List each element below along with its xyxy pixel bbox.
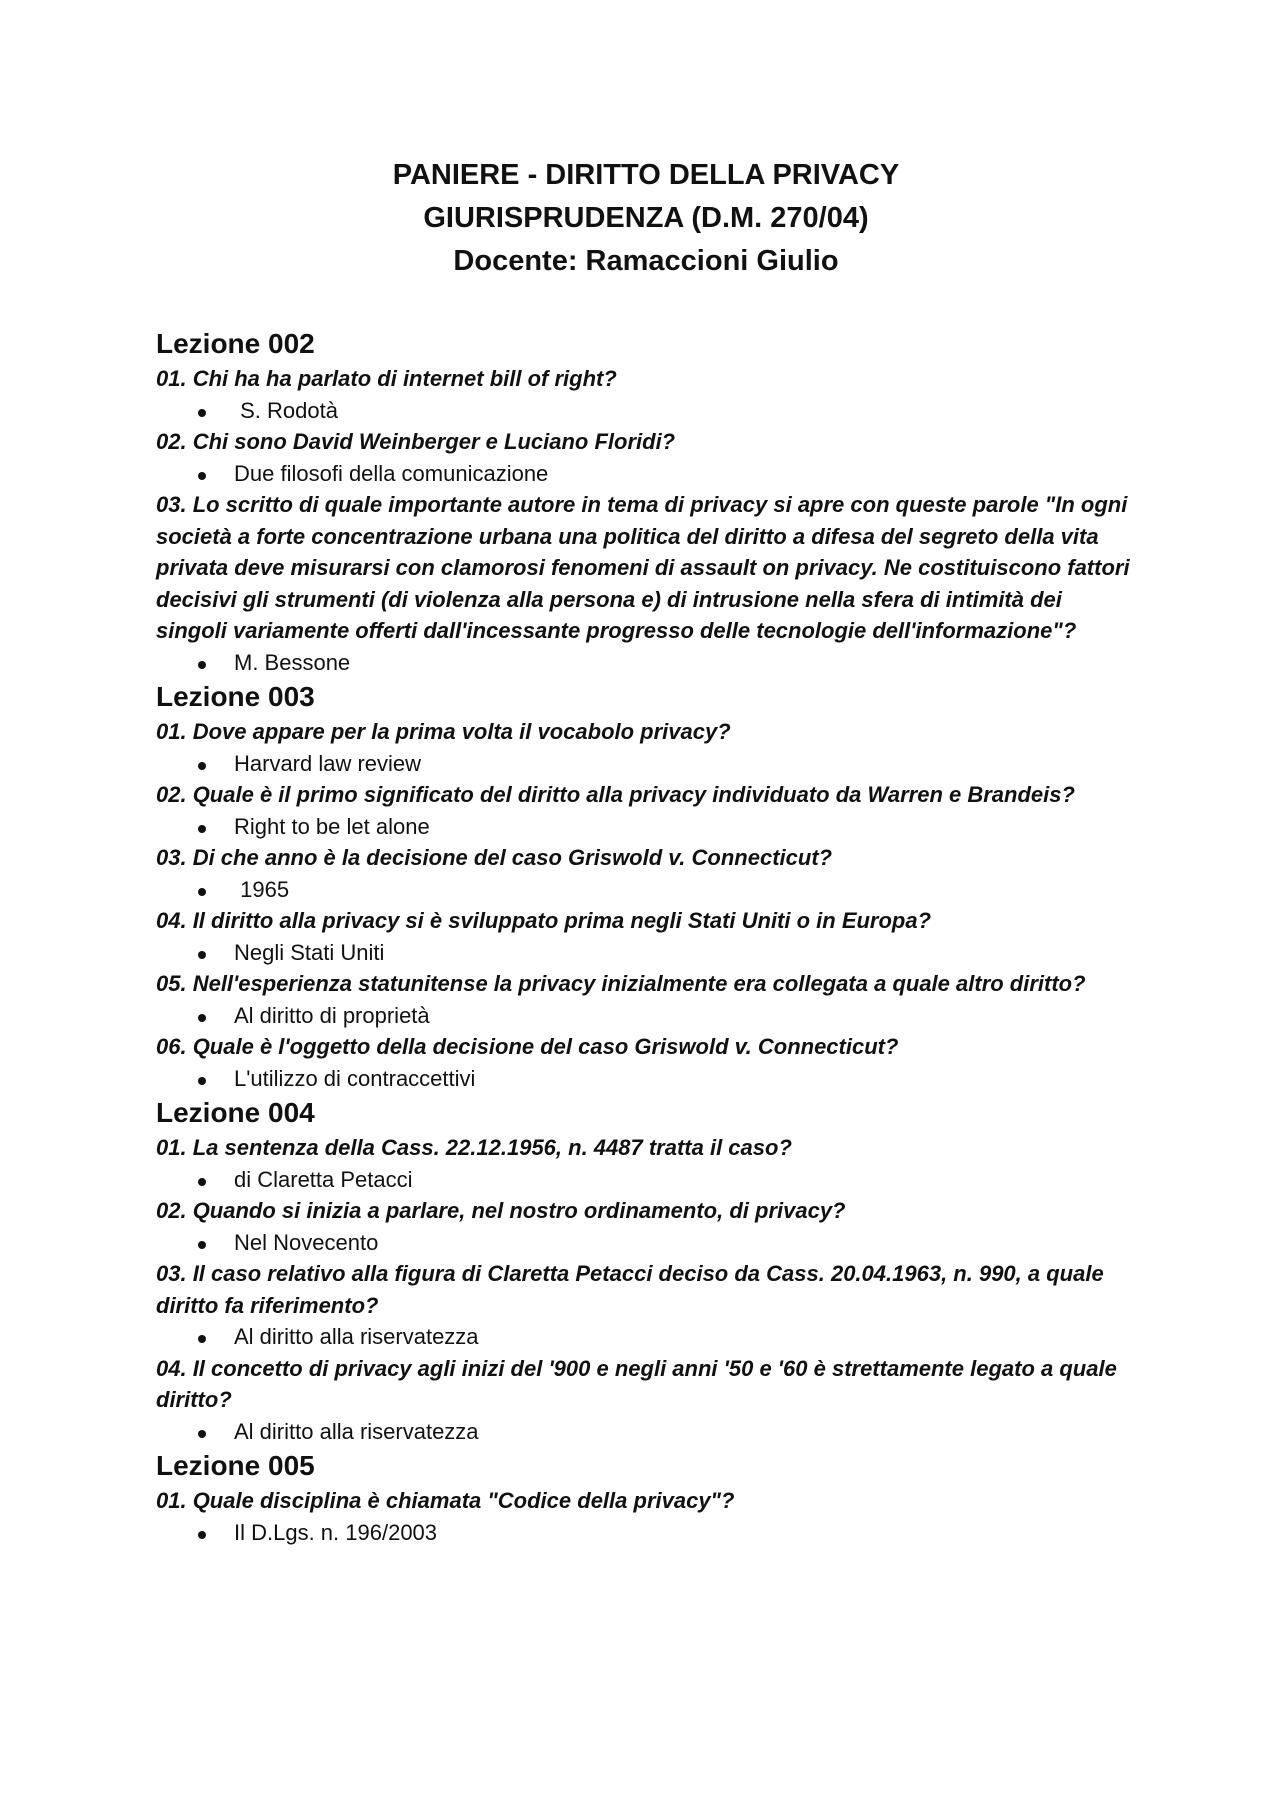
question: 05. Nell'esperienza statunitense la privacy inizialmente era collegata a quale altro diritto? [156, 971, 1086, 996]
answer-list [156, 1063, 1136, 1095]
bullet-icon [198, 1430, 206, 1438]
answer-list [156, 1517, 1136, 1549]
bullet-icon [198, 1178, 206, 1186]
answer-list [156, 1416, 1136, 1448]
answer-text: Harvard law review [234, 750, 422, 776]
lesson-title: Lezione 004 [156, 1097, 315, 1128]
answer-text: S. Rodotà [234, 397, 338, 423]
bullet-icon [198, 888, 206, 896]
answer-text: Al diritto alla riservatezza [234, 1324, 479, 1349]
answer-item [156, 1517, 1136, 1549]
lesson-title: Lezione 002 [156, 328, 315, 359]
bullet-icon [198, 409, 206, 417]
question: 01. Quale disciplina è chiamata "Codice della privacy"? [156, 1488, 735, 1513]
document-teacher: Docente: Ramaccioni Giulio [453, 245, 839, 277]
bullet-icon [198, 1077, 206, 1085]
bullet-icon [198, 661, 206, 669]
answer-list [156, 874, 1136, 906]
answer-text: Il D.Lgs. n. 196/2003 [234, 1519, 438, 1545]
answer-list [156, 937, 1136, 969]
answer-text: Nel Novecento [234, 1229, 379, 1255]
lesson-section [156, 678, 1136, 1094]
answer-text: Due filosofi della comunicazione [234, 460, 549, 486]
bullet-icon [198, 1014, 206, 1022]
question: 01. La sentenza della Cass. 22.12.1956, n. 4487 tratta il caso? [156, 1135, 792, 1160]
answer-text: Right to be let alone [234, 813, 430, 839]
bullet-icon [198, 762, 206, 770]
answer-item [156, 647, 1136, 679]
question: 02. Chi sono David Weinberger e Luciano Floridi? [156, 429, 676, 454]
answer-item [156, 937, 1136, 969]
bullet-icon [198, 1335, 206, 1343]
answer-text: Al diritto di proprietà [234, 1002, 430, 1028]
answer-item [156, 395, 1136, 427]
answer-text: M. Bessone [234, 649, 351, 675]
answer-list [156, 647, 1136, 679]
answer-item [156, 748, 1136, 780]
answer-list [156, 811, 1136, 843]
answer-item [156, 1416, 1136, 1448]
answer-item [156, 874, 1136, 906]
bullet-icon [198, 1241, 206, 1249]
lesson-title: Lezione 005 [156, 1450, 315, 1481]
document-page [156, 154, 1136, 1548]
answer-text: L'utilizzo di contraccettivi [234, 1065, 476, 1091]
bullet-icon [198, 825, 206, 833]
question: 03. Di che anno è la decisione del caso Griswold v. Connecticut? [156, 845, 833, 870]
question: 02. Quando si inizia a parlare, nel nostro ordinamento, di privacy? [156, 1198, 846, 1223]
document-title: PANIERE - DIRITTO DELLA PRIVACY [392, 159, 900, 191]
question: 06. Quale è l'oggetto della decisione del caso Griswold v. Connecticut? [156, 1034, 899, 1059]
answer-list [156, 1164, 1136, 1196]
answer-list [156, 458, 1136, 490]
answer-text: Al diritto alla riservatezza [234, 1418, 479, 1444]
lesson-title: Lezione 003 [156, 681, 315, 712]
document-header [156, 154, 1136, 283]
answer-item [156, 1227, 1136, 1259]
question: 04. Il diritto alla privacy si è sviluppato prima negli Stati Uniti o in Europa? [156, 908, 932, 933]
answer-list [156, 1000, 1136, 1032]
answer-item [156, 1000, 1136, 1032]
answer-list [156, 1321, 1136, 1353]
answer-text: Negli Stati Uniti [234, 939, 385, 965]
answer-text: di Claretta Petacci [234, 1166, 413, 1192]
question: 01. Dove appare per la prima volta il vocabolo privacy? [156, 719, 731, 744]
answer-list [156, 748, 1136, 780]
answer-item [156, 1063, 1136, 1095]
answer-text: 1965 [234, 876, 290, 902]
question: 02. Quale è il primo significato del diritto alla privacy individuato da Warren e Brandeis? [156, 782, 1075, 807]
answer-list [156, 395, 1136, 427]
question: 03. Il caso relativo alla figura di Claretta Petacci deciso da Cass. 20.04.1963, n. 990, a quale diritto fa riferimento? [156, 1261, 1104, 1318]
answer-list [156, 1227, 1136, 1259]
bullet-icon [198, 1531, 206, 1539]
lesson-section [156, 325, 1136, 678]
answer-item [156, 458, 1136, 490]
answer-item [156, 1321, 1136, 1353]
bullet-icon [198, 951, 206, 959]
question: 03. Lo scritto di quale importante autore in tema di privacy si apre con queste parole "In ogni società a forte concentrazione urbana una politica del diritto a difesa del segreto della vita privata deve misurarsi con clamorosi fenomeni di assault on privacy. Ne costituiscono fattori decisivi gli strumenti (di violenza alla persona e) di intrusione nella sfera di intimità dei singoli variamente offerti dall'incessante progresso delle tecnologie dell'informazione"? [156, 492, 1130, 643]
bullet-icon [198, 472, 206, 480]
document-subtitle: GIURISPRUDENZA (D.M. 270/04) [423, 202, 869, 234]
question: 01. Chi ha ha parlato di internet bill of right? [156, 366, 617, 391]
question: 04. Il concetto di privacy agli inizi del '900 e negli anni '50 e '60 è strettamente legato a quale diritto? [156, 1355, 1117, 1412]
answer-item [156, 811, 1136, 843]
lesson-section [156, 1094, 1136, 1447]
lesson-section [156, 1447, 1136, 1548]
answer-item [156, 1164, 1136, 1196]
